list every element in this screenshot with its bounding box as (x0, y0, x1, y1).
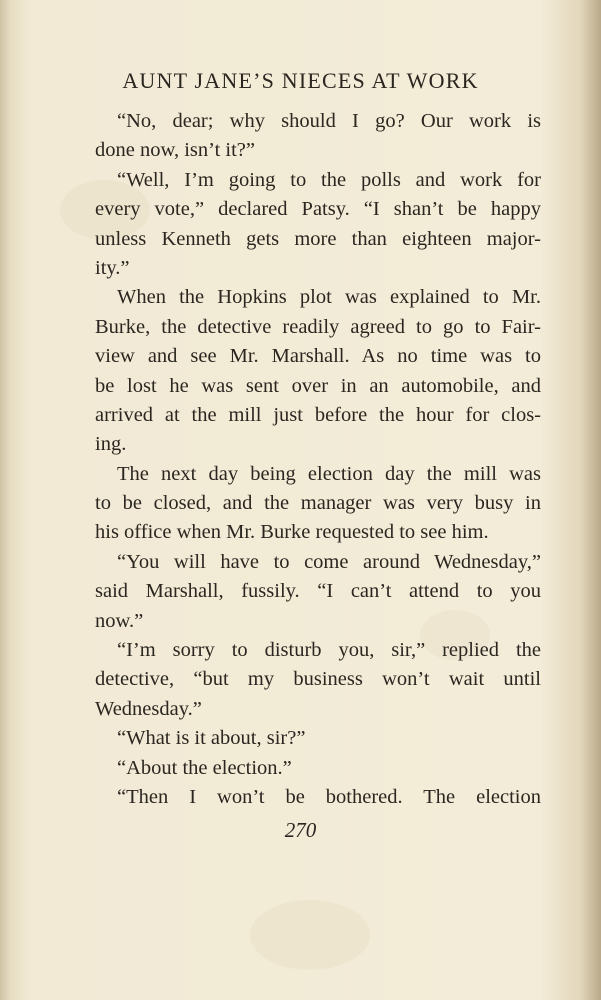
text-line: “I’m sorry to disturb you, sir,” replied the (117, 639, 541, 662)
text-line: now.” (95, 609, 144, 632)
running-head: AUNT JANE’S NIECES AT WORK (122, 68, 479, 93)
page-number: 270 (284, 818, 317, 842)
body-text (95, 107, 541, 812)
text-line: unless Kenneth gets more than eighteen major- (95, 227, 541, 250)
text-line: to be closed, and the manager was very busy in (95, 492, 541, 515)
text-line: When the Hopkins plot was explained to Mr. (117, 286, 541, 309)
text-line: be lost he was sent over in an automobile, and (95, 374, 541, 397)
text-line: Burke, the detective readily agreed to go to Fair- (95, 315, 541, 338)
text-line: “You will have to come around Wednesday,” (117, 550, 541, 573)
text-line: Wednesday.” (95, 697, 202, 720)
text-line: every vote,” declared Patsy. “I shan’t be happy (95, 198, 541, 221)
text-line: done now, isn’t it?” (95, 139, 255, 162)
text-line: detective, “but my business won’t wait until (95, 668, 541, 691)
text-line: “Then I won’t be bothered. The election (117, 785, 541, 808)
text-line: his office when Mr. Burke requested to see him. (95, 521, 489, 544)
text-line: view and see Mr. Marshall. As no time was to (95, 345, 541, 368)
text-line: “About the election.” (117, 756, 292, 779)
text-line: “No, dear; why should I go? Our work is (117, 110, 541, 132)
text-line: “What is it about, sir?” (117, 727, 306, 750)
text-line: ing. (95, 433, 127, 456)
text-line: ity.” (95, 256, 130, 279)
text-line: arrived at the mill just before the hour for clos- (95, 403, 541, 426)
text-line: The next day being election day the mill was (117, 462, 541, 485)
paper-stain (250, 900, 370, 970)
text-line: “Well, I’m going to the polls and work for (117, 168, 541, 191)
text-line: said Marshall, fussily. “I can’t attend to you (95, 580, 541, 603)
